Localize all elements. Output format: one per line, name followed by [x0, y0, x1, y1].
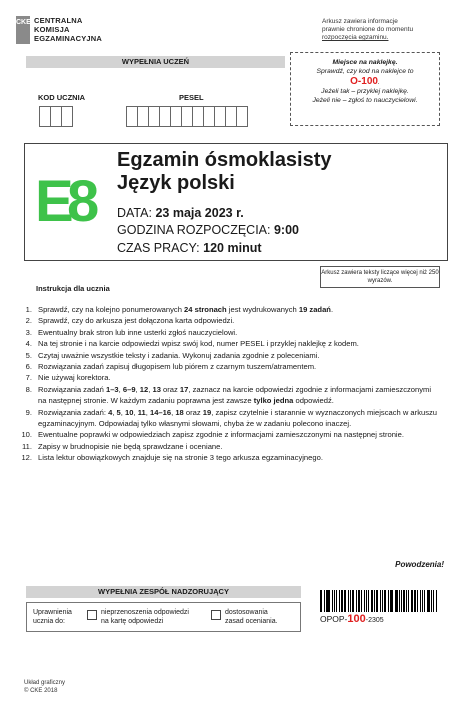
student-section-bar: WYPEŁNIA UCZEŃ [26, 56, 285, 68]
instruction-text [38, 338, 440, 349]
format-note: Arkusz zawiera teksty liczące więcej niż 250 wyrazów. [320, 266, 440, 288]
instruction-text-part: oraz [160, 384, 180, 394]
instruction-number: 7. [25, 373, 32, 383]
instruction-item [20, 384, 440, 407]
instruction-text-part: Rozwiązania zadań zapisuj długopisem lub piórem z czarnym tuszem/atramentem. [38, 362, 317, 372]
rights-label-line: Uprawnienia [33, 609, 72, 616]
pesel-label: PESEL [179, 93, 204, 102]
instruction-text [38, 441, 440, 452]
exam-start [117, 223, 299, 238]
footer-line: Układ graficzny [24, 680, 66, 686]
instruction-number: 1. [25, 305, 32, 314]
exam-date [117, 206, 244, 221]
logo-line: CENTRALNA [34, 16, 83, 25]
sticker-area [290, 52, 440, 126]
instruction-text [38, 372, 440, 383]
instructions-heading: Instrukcja dla ucznia [36, 284, 110, 293]
instruction-text-part: 5 [116, 407, 121, 417]
supervisor-frame [26, 602, 301, 632]
sheet-code-suffix: -2305 [365, 617, 384, 624]
instruction-item [20, 429, 440, 440]
sticker-line: Jeżeli tak – przyklej naklejkę. [321, 88, 409, 95]
exam-duration-value: 120 minut [203, 241, 262, 255]
instruction-number: 6. [25, 362, 32, 372]
exam-duration-label: CZAS PRACY: [117, 241, 200, 255]
option-label-line: nieprzenoszenia odpowiedzi [101, 609, 189, 616]
e8-logo-icon [35, 169, 107, 234]
sticker-code-suffix: . [377, 79, 380, 86]
logo-line: EGZAMINACYJNA [34, 34, 103, 43]
rights-label [33, 608, 72, 626]
instruction-text [38, 384, 440, 407]
barcode-icon [320, 590, 438, 612]
sticker-heading: Miejsce na naklejkę. [332, 59, 398, 66]
instruction-text [38, 361, 440, 372]
instruction-text-part: Na tej stronie i na karcie odpowiedzi wpisz swój kod, numer PESEL i przyklej naklejkę z kodem. [38, 339, 359, 349]
e8-logo-digit: 8 [67, 169, 100, 234]
pesel-box[interactable] [236, 106, 248, 127]
cke-logo-text [34, 16, 102, 43]
exam-start-value: 9:00 [273, 223, 300, 237]
instructions-list [20, 304, 440, 464]
instruction-text-part: , [120, 407, 126, 417]
instruction-text-part: 19 [202, 407, 212, 417]
footer [24, 680, 65, 695]
instruction-text-part: 18 [175, 407, 184, 417]
cke-logo-icon: CKE [16, 16, 30, 44]
exam-subject: Język polski [117, 172, 235, 194]
option-no-transfer-checkbox[interactable] [87, 610, 97, 620]
instruction-item [20, 407, 440, 430]
exam-info-frame [24, 143, 448, 261]
exam-date-label: DATA: [117, 206, 152, 220]
sticker-line: Sprawdź, czy kod na naklejce to [316, 67, 414, 75]
instruction-text-part: , [112, 407, 117, 417]
instruction-number: 3. [25, 327, 32, 337]
instruction-text [38, 407, 440, 430]
cke-logo [16, 16, 102, 44]
pesel-field[interactable] [126, 106, 247, 127]
instruction-text-part: , [135, 384, 140, 394]
instruction-text [38, 327, 440, 338]
instruction-text-part: odpowiedź. [293, 396, 334, 406]
instruction-text-part: Sprawdź, czy na kolejno ponumerowanych [38, 305, 185, 314]
instruction-text-part: , [171, 407, 176, 417]
instruction-text-part: Czytaj uważnie wszystkie teksty i zadania. Wykonuj zadania zgodnie z poleceniami. [38, 350, 320, 360]
option-adjusted-grading-checkbox[interactable] [211, 610, 221, 620]
instruction-number: 5. [25, 350, 32, 360]
instruction-text [38, 429, 440, 440]
instruction-number: 9. [25, 407, 32, 417]
exam-duration [117, 241, 262, 256]
option-label-line: dostosowania [225, 609, 268, 616]
e8-logo-letter: E [35, 169, 74, 234]
instruction-text-part: 12 [139, 384, 149, 394]
instruction-number: 8. [25, 384, 32, 394]
instruction-item [20, 304, 440, 315]
instruction-text-part: jest wydrukowanych [226, 305, 299, 314]
instruction-number: 2. [25, 316, 32, 326]
student-code-box[interactable] [61, 106, 73, 127]
student-code-field[interactable] [39, 106, 72, 127]
instruction-number: 10. [21, 430, 32, 440]
instruction-item [20, 441, 440, 452]
instruction-text-part: Lista lektur obowiązkowych znajduje się na stronie 3 tego arkusza egzaminacyjnego. [38, 453, 323, 463]
instruction-text-part: Zapisy w brudnopisie nie będą sprawdzane i oceniane. [38, 441, 223, 451]
instruction-text-part: 11 [137, 407, 146, 417]
instruction-text-part: , zapisz czytelnie i starannie w wyznaczonych miejscach w arkuszu egzaminacyjnym. Odpowiadaj tylko własnymi słowami, chyba że w zadaniu polecono inaczej. [38, 407, 438, 429]
instruction-item [20, 452, 440, 463]
sheet-code [320, 614, 384, 626]
legal-note-line: prawnie chronione do momentu [322, 26, 414, 33]
option-label-line: zasad oceniania. [225, 618, 278, 625]
sticker-code: O-100 [350, 76, 378, 87]
instruction-text-part: Rozwiązania zadań: [38, 407, 109, 417]
instruction-text-part: tylko jedna [253, 396, 294, 406]
instruction-text-part: , [145, 407, 150, 417]
option-adjusted-grading-label [225, 608, 278, 626]
instruction-text-part: , [133, 407, 138, 417]
instruction-text-part: 13 [152, 384, 161, 394]
instruction-text-part: Ewentualny brak stron lub inne usterki zgłoś nauczycielowi. [38, 327, 238, 337]
sheet-code-number: 100 [347, 613, 366, 625]
instruction-text-part: 10 [125, 407, 134, 417]
instruction-number: 11. [22, 441, 32, 451]
instruction-item [20, 361, 440, 372]
instruction-text-part: . [330, 305, 334, 314]
legal-note [322, 18, 442, 42]
exam-start-label: GODZINA ROZPOCZĘCIA: [117, 223, 271, 237]
instruction-text [38, 304, 440, 315]
instruction-text-part: Sprawdź, czy do arkusza jest dołączona karta odpowiedzi. [38, 316, 235, 326]
instruction-item [20, 327, 440, 338]
exam-title: Egzamin ósmoklasisty [117, 149, 332, 171]
instruction-text-part: 4 [108, 407, 113, 417]
legal-note-line: Arkusz zawiera informacje [322, 18, 398, 25]
instruction-item [20, 338, 440, 349]
student-code-label: KOD UCZNIA [38, 93, 86, 102]
logo-line: KOMISJA [34, 25, 70, 34]
footer-line: © CKE 2018 [24, 687, 58, 694]
instruction-item [20, 350, 440, 361]
sheet-code-prefix: OPOP- [320, 614, 348, 624]
option-no-transfer-label [101, 608, 189, 626]
instruction-text-part: 6–9 [122, 384, 136, 394]
sticker-line: Jeżeli nie – zgłoś to nauczycielowi. [312, 96, 418, 104]
instruction-text [38, 350, 440, 361]
instruction-number: 12. [21, 453, 32, 463]
instruction-text [38, 452, 440, 463]
instruction-text-part: , [148, 384, 153, 394]
instruction-text-part: 19 zadań [298, 305, 331, 314]
instruction-text-part: 17 [179, 384, 189, 394]
exam-date-value: 23 maja 2023 r. [155, 206, 244, 220]
instruction-item [20, 372, 440, 383]
legal-note-underlined: rozpoczęcia egzaminu. [322, 34, 389, 41]
instruction-text-part: , zaznacz na karcie odpowiedzi zgodnie z informacjami zamieszczonymi na następnej stronie. W każdym zadaniu poprawna jest zawsze [38, 384, 432, 406]
option-label-line: na kartę odpowiedzi [101, 618, 164, 625]
instruction-text-part: oraz [183, 407, 203, 417]
instruction-text-part: Nie używaj korektora. [38, 373, 111, 383]
instruction-number: 4. [25, 339, 32, 349]
rights-label-line: ucznia do: [33, 618, 65, 625]
instruction-item [20, 315, 440, 326]
closing-text: Powodzenia! [395, 560, 444, 569]
instruction-text-part: Ewentualne poprawki w odpowiedziach zapisz zgodnie z informacjami zamieszczonymi na następnej stronie. [38, 430, 404, 440]
instruction-text-part: , [118, 384, 123, 394]
instruction-text [38, 315, 440, 326]
instruction-text-part: 24 stronach [184, 305, 227, 314]
supervisor-section-bar: WYPEŁNIA ZESPÓŁ NADZORUJĄCY [26, 586, 301, 598]
instruction-text-part: Rozwiązania zadań [38, 384, 106, 394]
instruction-text-part: 1–3 [105, 384, 119, 394]
instruction-text-part: 14–16 [149, 407, 172, 417]
